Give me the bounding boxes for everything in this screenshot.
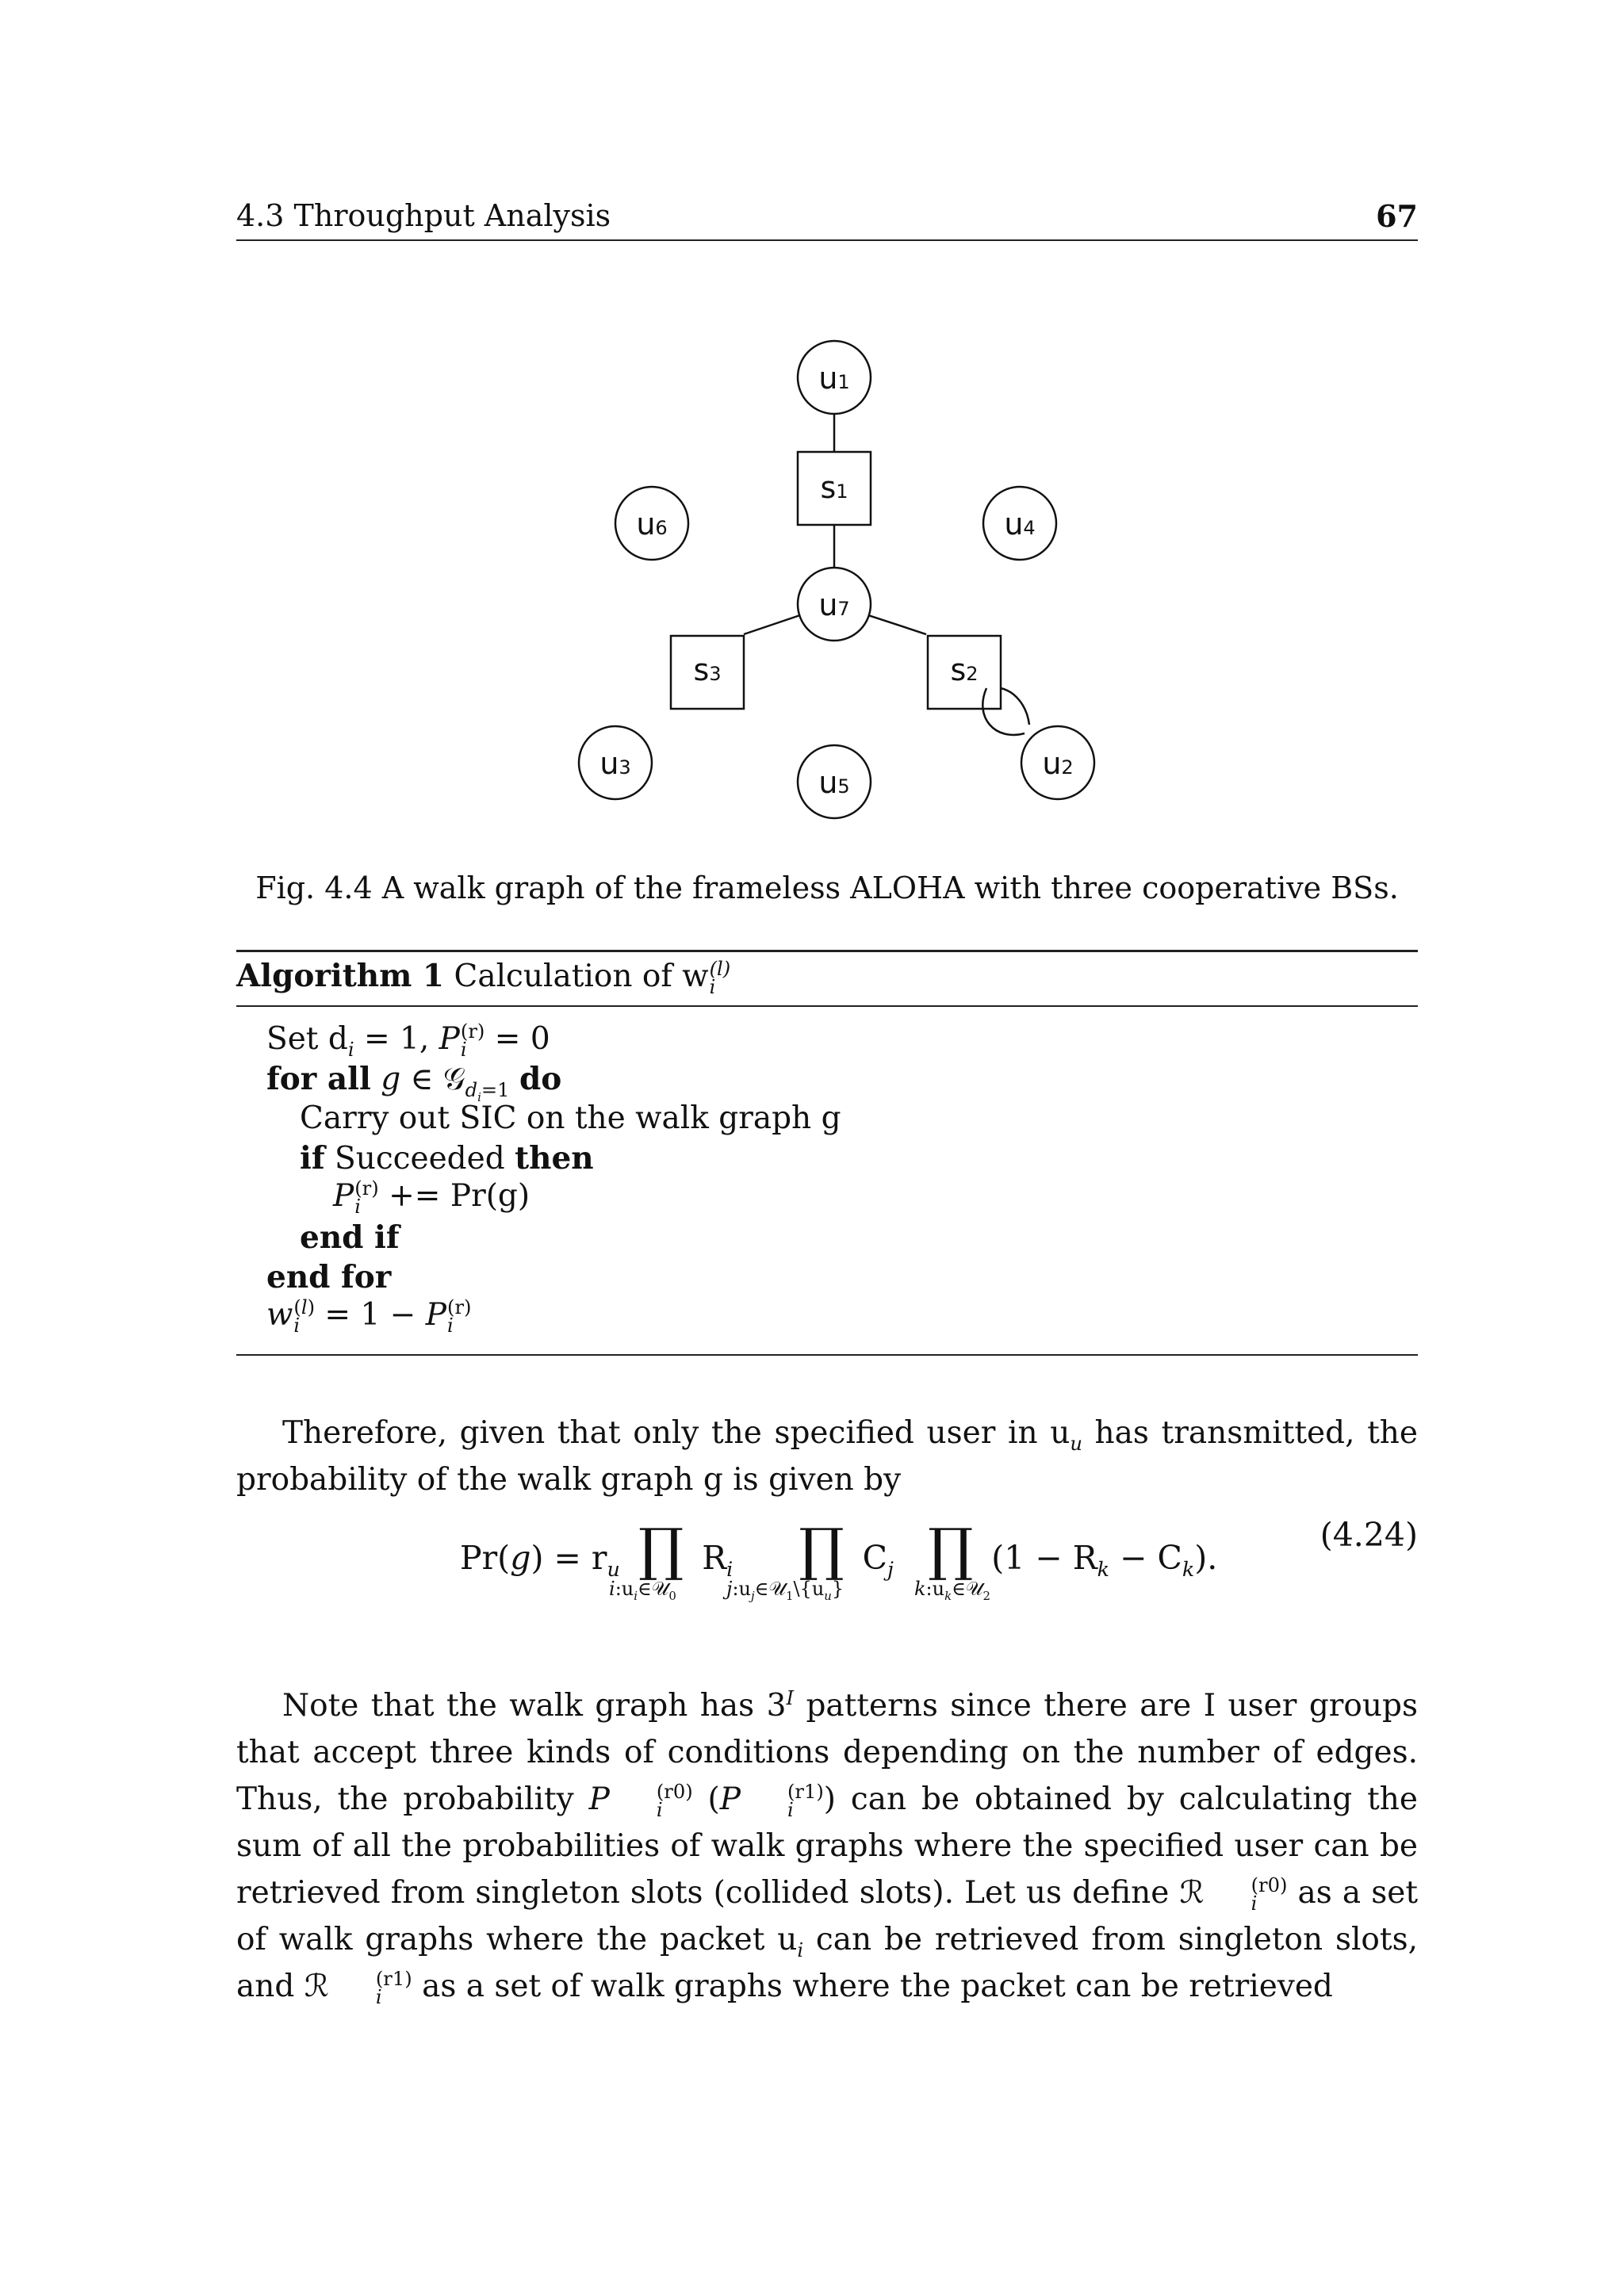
label-u3: u3 [599,746,631,781]
algorithm-label: Algorithm 1 [236,958,445,994]
figure-caption: Fig. 4.4 A walk graph of the frameless ALOHA with three cooperative BSs. [255,871,1399,905]
paragraph-2: Note that the walk graph has $3^I$ patterns since there are I user groups that accept three kinds of conditions depending on the number of edges. Thus, the probability P (r0) i (P (r1) i ) can be obtained by calculating the sum of all the probabilities of walk graphs where the specified user can be retrieved from singleton slots (collided slots). Let us define ℛ (r0) i as a set of walk graphs where the packet $u_i$ can be retrieved from singleton slots, and ℛ (r1) i as a set of walk graphs where the packet can be retrieved [236,1687,1419,2008]
label-s2: s2 [950,652,979,687]
label-u7: u7 [818,587,850,622]
edge-u7-s2 [868,615,926,634]
label-s1: s1 [820,470,848,505]
edge-s2-u2-lower [982,688,1025,735]
algo-line-update: P (r) i += Pr(g) [333,1177,530,1218]
algo-bottom-rule [236,1354,1418,1356]
paragraph-1: Therefore, given that only the specified user in $u_u$ has transmitted, the probability of the walk graph g is given by [236,1415,1418,1498]
label-u1: u1 [818,361,850,396]
algorithm-caption: Calculation of w [454,959,709,994]
edge-s2-u2-upper [1001,688,1029,725]
edge-u7-s3 [744,615,800,634]
equation-body: $Pr(g) = r_u$ ∏ $R_i$ ∏ $C_j$ ∏ $(1 - R_k - C_k)$. [460,1516,1218,1582]
algo-line-result: w (l) i = 1 − P (r) i [266,1296,472,1337]
label-u2: u2 [1042,746,1074,781]
algo-line-endif: end if [300,1219,400,1256]
algo-line-carry: Carry out SIC on the walk graph g [300,1100,841,1136]
algo-line-set: Set $d_i = 1$, P (r) i = 0 [266,1020,550,1061]
walk-graph-figure [0,0,1624,856]
algo-top-rule [236,950,1418,952]
label-u4: u4 [1004,507,1036,541]
prod-limit-1: $i:u_i\in 𝒰_0$ [609,1578,676,1603]
equation-4-24 [236,1506,1418,1601]
label-s3: s3 [693,652,722,687]
algorithm-title: Algorithm 1 Calculation of w (l) i [236,958,731,998]
algo-line-if: if Succeeded then [300,1140,594,1177]
section-title: 4.3 Throughput Analysis [236,198,611,233]
prod-limit-3: $k:u_k\in 𝒰_2$ [914,1578,990,1603]
algo-line-for: for all g ∈ 𝒢$_{d_i=1}$ do [266,1061,562,1104]
label-u6: u6 [636,507,668,541]
prod-limit-2: $j:u_j\in 𝒰_1\backslash\{u_u\}$ [726,1578,845,1603]
algo-line-endfor: end for [266,1259,392,1295]
label-u5: u5 [818,765,850,800]
equation-number: (4.24) [1320,1516,1418,1554]
algo-mid-rule [236,1005,1418,1007]
page-number: 67 [1376,198,1418,234]
